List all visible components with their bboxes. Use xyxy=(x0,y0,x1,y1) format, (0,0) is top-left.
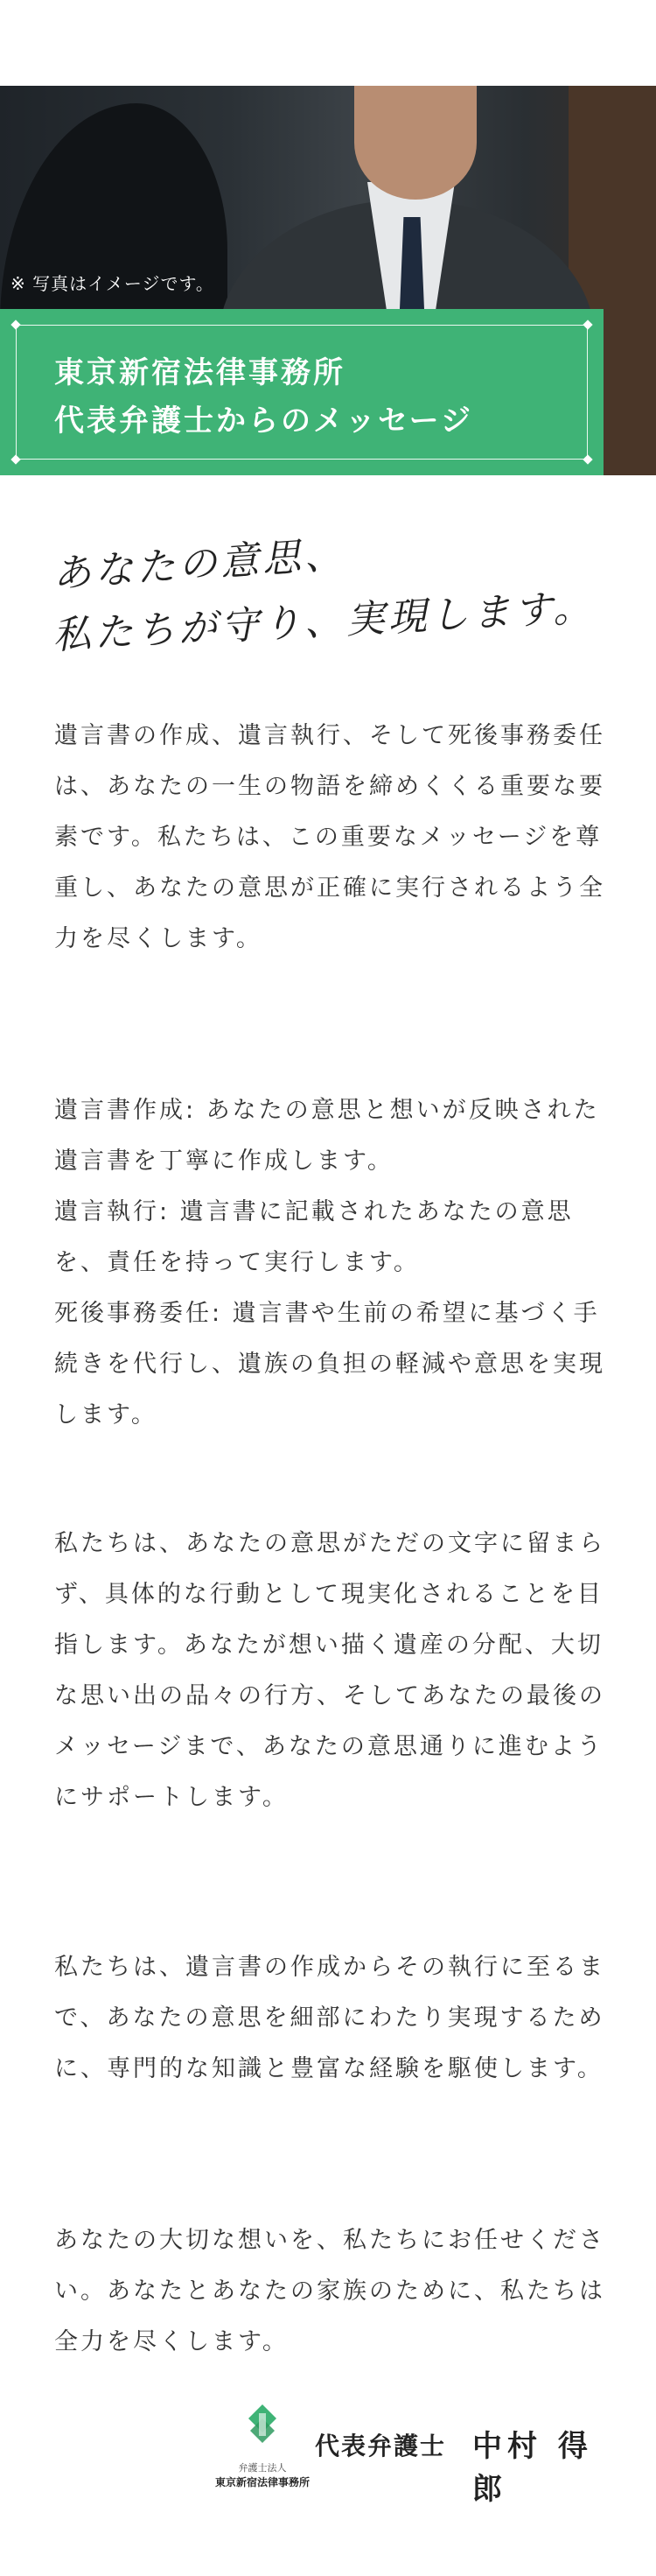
representative-name: 中村 得郎 xyxy=(472,2429,593,2507)
photo-note: ※ 写真はイメージです。 xyxy=(10,273,214,294)
services-paragraph: 遺言書作成: あなたの意思と想いが反映された遺言書を丁寧に作成します。 遺言執行: 遺言書に記載されたあなたの意思を、責任を持って実行します。 死後事務委任: 遺言書や生前の希望に基づく手続きを代行し、遺族の負担の軽減や意思を実現します。 xyxy=(54,1097,605,1428)
tagline-line-1: あなたの意思、 xyxy=(51,531,348,597)
message-paragraph: 遺言書の作成、遺言執行、そして死後事務委任は、あなたの一生の物語を締めくくる重要な要素です。私たちは、この重要なメッセージを尊重し、あなたの意思が正確に実行されるよう全力を尽くします。 xyxy=(54,722,605,952)
logo-firm-name: 東京新宿法律事務所 xyxy=(214,2476,310,2488)
message-paragraph: あなたの大切な想いを、私たちにお任せください。あなたとあなたの家族のために、私たちは全力を尽くします。 xyxy=(54,2227,605,2355)
signature-block xyxy=(214,2401,621,2507)
photo-face xyxy=(354,86,477,200)
banner-subtitle: 代表弁護士からのメッセージ xyxy=(54,404,473,439)
message-paragraph: 私たちは、遺言書の作成からその執行に至るまで、あなたの意思を細部にわたり実現するために、専門的な知識と豊富な経験を駆使します。 xyxy=(54,1954,605,2082)
logo-subtext: 弁護士法人 xyxy=(238,2462,287,2474)
banner-firm-name: 東京新宿法律事務所 xyxy=(54,355,345,390)
message-paragraph: 私たちは、あなたの意思がただの文字に留まらず、具体的な行動として現実化されることを目指します。あなたが想い描く遺産の分配、大切な思い出の品々の行方、そしてあなたの最後のメッセージまで、あなたの意思通りに進むようにサポートします。 xyxy=(54,1530,605,1811)
tagline-line-2: 私たちが守り、実現します。 xyxy=(51,585,597,658)
representative-title: 代表弁護士 xyxy=(315,2432,447,2460)
firm-logo-icon xyxy=(236,2401,289,2453)
title-banner xyxy=(0,309,604,475)
